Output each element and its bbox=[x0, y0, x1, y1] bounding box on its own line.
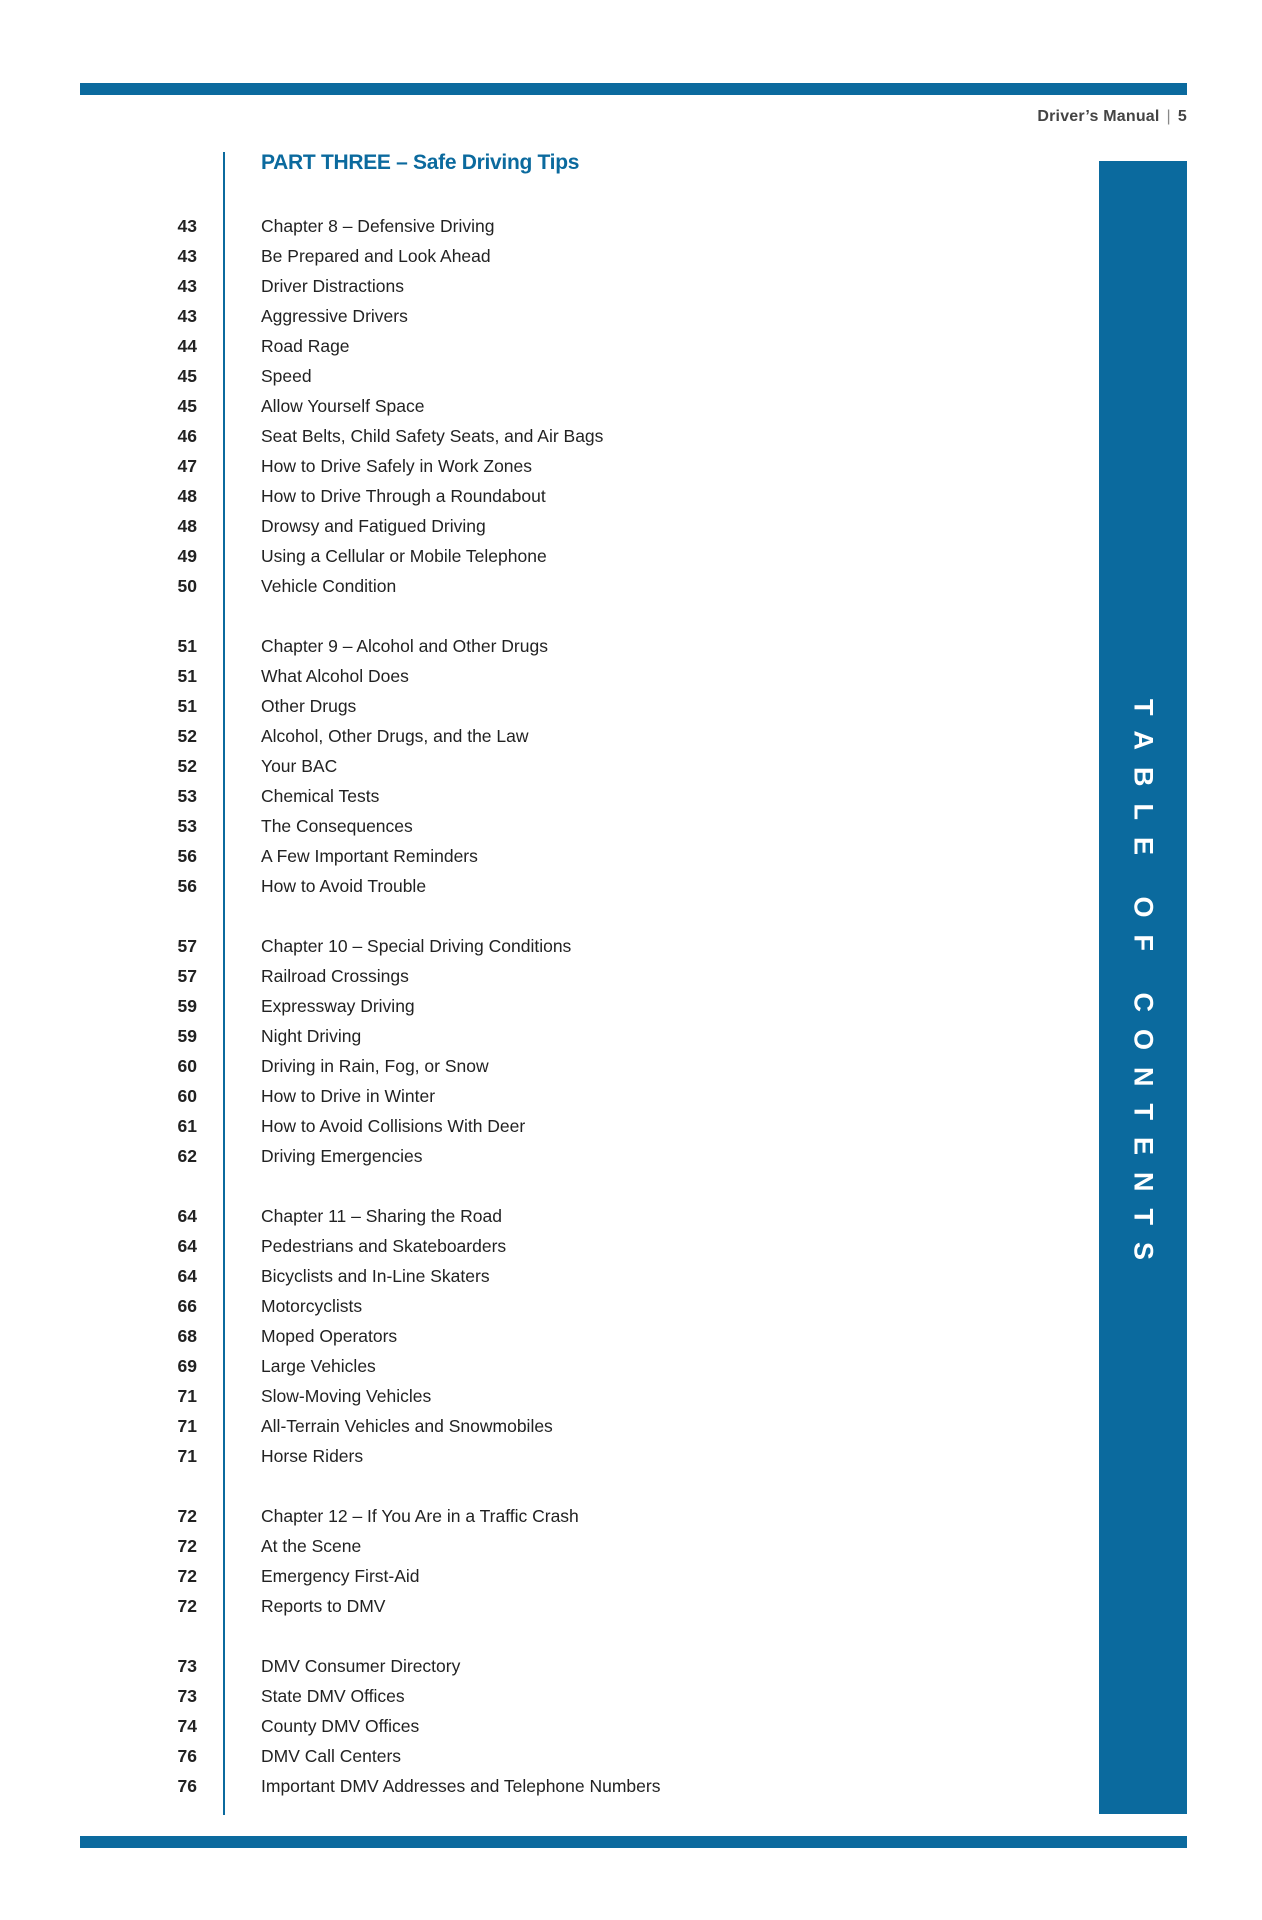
side-tab-label: TABLE OF CONTENTS bbox=[1128, 698, 1159, 1277]
toc-entry[interactable] bbox=[0, 241, 900, 271]
side-tab bbox=[1099, 161, 1187, 1814]
toc-page-number: 57 bbox=[177, 936, 197, 956]
toc-page-number: 71 bbox=[177, 1446, 197, 1466]
toc-entry[interactable] bbox=[0, 811, 900, 841]
toc-page-number: 76 bbox=[177, 1746, 197, 1766]
toc-page-number: 49 bbox=[177, 546, 197, 566]
toc-page-number: 68 bbox=[177, 1326, 197, 1346]
toc-page-number: 62 bbox=[177, 1146, 197, 1166]
toc-entry-title[interactable]: Chapter 11 – Sharing the Road bbox=[261, 1206, 502, 1226]
toc-entry-title[interactable]: The Consequences bbox=[261, 816, 413, 836]
toc-entry-title[interactable]: Be Prepared and Look Ahead bbox=[261, 246, 491, 266]
toc-entry-title[interactable]: Aggressive Drivers bbox=[261, 306, 408, 326]
toc-entry-title[interactable]: Reports to DMV bbox=[261, 1596, 386, 1616]
toc-entry-title[interactable]: Motorcyclists bbox=[261, 1296, 363, 1316]
toc-page-number: 72 bbox=[177, 1566, 197, 1586]
toc-entry[interactable] bbox=[0, 451, 900, 481]
toc-entry-title[interactable]: Vehicle Condition bbox=[261, 576, 397, 596]
top-rule bbox=[80, 83, 1187, 95]
toc-entry[interactable] bbox=[0, 991, 900, 1021]
toc-entry-title[interactable]: State DMV Offices bbox=[261, 1686, 405, 1706]
toc-entry[interactable] bbox=[0, 211, 900, 241]
toc-entry[interactable] bbox=[0, 871, 900, 901]
toc-page-number: 71 bbox=[177, 1416, 197, 1436]
toc-page-number: 57 bbox=[177, 966, 197, 986]
group-spacer bbox=[0, 1621, 900, 1651]
toc-page-number: 43 bbox=[177, 216, 197, 236]
toc-page-number: 73 bbox=[177, 1686, 197, 1706]
toc-page-number: 52 bbox=[177, 756, 197, 776]
page-number: 5 bbox=[1177, 108, 1187, 125]
toc-entry-title[interactable]: Important DMV Addresses and Telephone Numbers bbox=[261, 1776, 661, 1796]
toc-page-number: 51 bbox=[177, 636, 197, 656]
toc-page-number: 48 bbox=[177, 486, 197, 506]
toc-page-number: 61 bbox=[177, 1116, 197, 1136]
toc-entry-title[interactable]: How to Avoid Collisions With Deer bbox=[261, 1116, 526, 1136]
toc-entry-title[interactable]: At the Scene bbox=[261, 1536, 362, 1556]
toc-entry-title[interactable]: Road Rage bbox=[261, 336, 350, 356]
toc-entry[interactable] bbox=[0, 841, 900, 871]
toc-entry[interactable] bbox=[0, 391, 900, 421]
toc-entry[interactable] bbox=[0, 1561, 900, 1591]
toc-page-number: 53 bbox=[177, 816, 197, 836]
toc-entry-title[interactable]: Night Driving bbox=[261, 1026, 362, 1046]
toc-page-number: 50 bbox=[177, 576, 197, 596]
toc-entry[interactable] bbox=[0, 1111, 900, 1141]
toc-entry-title[interactable]: Chapter 12 – If You Are in a Traffic Crash bbox=[261, 1506, 579, 1526]
toc-page-number: 69 bbox=[177, 1356, 197, 1376]
toc-page-number: 51 bbox=[177, 696, 197, 716]
toc-entry-title[interactable]: Chapter 10 – Special Driving Conditions bbox=[261, 936, 572, 956]
toc-entry-title[interactable]: How to Drive Safely in Work Zones bbox=[261, 456, 533, 476]
toc-page-number: 56 bbox=[177, 846, 197, 866]
toc-entry[interactable] bbox=[0, 1591, 900, 1621]
toc-page-number: 66 bbox=[177, 1296, 197, 1316]
toc-entry[interactable] bbox=[0, 1051, 900, 1081]
toc-page-number: 45 bbox=[177, 396, 197, 416]
toc-page-number: 60 bbox=[177, 1056, 197, 1076]
toc-entry-title[interactable]: Driving in Rain, Fog, or Snow bbox=[261, 1056, 489, 1076]
toc-entry[interactable] bbox=[0, 331, 900, 361]
toc-page-number: 60 bbox=[177, 1086, 197, 1106]
part-title: PART THREE – Safe Driving Tips bbox=[261, 151, 580, 174]
toc-page-number: 72 bbox=[177, 1536, 197, 1556]
toc-page-number: 59 bbox=[177, 996, 197, 1016]
toc-entry[interactable] bbox=[0, 961, 900, 991]
toc-entry-title[interactable]: Emergency First-Aid bbox=[261, 1566, 420, 1586]
group-spacer bbox=[0, 1171, 900, 1201]
toc-entry[interactable] bbox=[0, 1531, 900, 1561]
toc-entry[interactable] bbox=[0, 1321, 900, 1351]
toc-entry[interactable] bbox=[0, 751, 900, 781]
toc-page-number: 64 bbox=[177, 1266, 197, 1286]
toc-entry[interactable] bbox=[0, 1411, 900, 1441]
toc-entry-title[interactable]: Bicyclists and In-Line Skaters bbox=[261, 1266, 490, 1286]
toc-entry[interactable] bbox=[0, 721, 900, 751]
toc-entry-title[interactable]: All-Terrain Vehicles and Snowmobiles bbox=[261, 1416, 553, 1436]
toc-entry[interactable] bbox=[0, 301, 900, 331]
toc-entry[interactable] bbox=[0, 1381, 900, 1411]
toc-entry[interactable] bbox=[0, 661, 900, 691]
toc-entry-title[interactable]: DMV Call Centers bbox=[261, 1746, 402, 1766]
toc-page-number: 44 bbox=[177, 336, 197, 356]
toc-page-number: 72 bbox=[177, 1506, 197, 1526]
toc-page-number: 64 bbox=[177, 1206, 197, 1226]
toc-entry-title[interactable]: Allow Yourself Space bbox=[261, 396, 425, 416]
toc-page-number: 48 bbox=[177, 516, 197, 536]
toc-page-number: 64 bbox=[177, 1236, 197, 1256]
toc-entry[interactable] bbox=[0, 1141, 900, 1171]
toc-entry-title[interactable]: Chemical Tests bbox=[261, 786, 380, 806]
toc-entry-title[interactable]: Expressway Driving bbox=[261, 996, 415, 1016]
toc-entry-title[interactable]: County DMV Offices bbox=[261, 1716, 420, 1736]
toc-entry[interactable] bbox=[0, 1651, 900, 1681]
toc-entry-title[interactable]: Speed bbox=[261, 366, 312, 386]
toc-entry[interactable] bbox=[0, 511, 900, 541]
toc-page-number: 56 bbox=[177, 876, 197, 896]
toc-entry[interactable] bbox=[0, 1291, 900, 1321]
toc-entry[interactable] bbox=[0, 1261, 900, 1291]
toc-entry[interactable] bbox=[0, 361, 900, 391]
toc-page-number: 74 bbox=[177, 1716, 197, 1736]
toc-entry-title[interactable]: How to Avoid Trouble bbox=[261, 876, 427, 896]
toc-page-number: 46 bbox=[177, 426, 197, 446]
toc-page-number: 59 bbox=[177, 1026, 197, 1046]
toc-entry[interactable] bbox=[0, 481, 900, 511]
header-separator: | bbox=[1166, 108, 1171, 125]
group-spacer bbox=[0, 901, 900, 931]
toc-entry[interactable] bbox=[0, 1711, 900, 1741]
toc-entry[interactable] bbox=[0, 1351, 900, 1381]
toc-entry-title[interactable]: What Alcohol Does bbox=[261, 666, 409, 686]
toc-entry-title[interactable]: DMV Consumer Directory bbox=[261, 1656, 461, 1676]
group-spacer bbox=[0, 601, 900, 631]
toc-page-number: 53 bbox=[177, 786, 197, 806]
toc-page-number: 51 bbox=[177, 666, 197, 686]
toc-entry-title[interactable]: Moped Operators bbox=[261, 1326, 398, 1346]
toc-entry-title[interactable]: Seat Belts, Child Safety Seats, and Air Bags bbox=[261, 426, 604, 446]
running-header bbox=[1037, 108, 1187, 126]
toc-entry[interactable] bbox=[0, 781, 900, 811]
toc-entry[interactable] bbox=[0, 1441, 900, 1471]
toc-entry-title[interactable]: Chapter 8 – Defensive Driving bbox=[261, 216, 495, 236]
toc-entry-title[interactable]: Large Vehicles bbox=[261, 1356, 376, 1376]
bottom-rule bbox=[80, 1836, 1187, 1848]
toc-entry[interactable] bbox=[0, 1501, 900, 1531]
toc-entry[interactable] bbox=[0, 1021, 900, 1051]
toc-entry[interactable] bbox=[0, 691, 900, 721]
toc-page-number: 47 bbox=[177, 456, 197, 476]
toc-entry-title[interactable]: A Few Important Reminders bbox=[261, 846, 478, 866]
toc-page-number: 43 bbox=[177, 306, 197, 326]
toc-page-number: 43 bbox=[177, 276, 197, 296]
toc-entry[interactable] bbox=[0, 1741, 900, 1771]
toc-entry-title[interactable]: How to Drive Through a Roundabout bbox=[261, 486, 546, 506]
toc-entry-title[interactable]: Your BAC bbox=[261, 756, 338, 776]
group-spacer bbox=[0, 1471, 900, 1501]
toc-page-number: 52 bbox=[177, 726, 197, 746]
toc-entry-title[interactable]: Slow-Moving Vehicles bbox=[261, 1386, 432, 1406]
toc-entry-title[interactable]: Railroad Crossings bbox=[261, 966, 409, 986]
toc-entry[interactable] bbox=[0, 271, 900, 301]
toc-entry[interactable] bbox=[0, 1771, 900, 1801]
manual-title: Driver’s Manual bbox=[1037, 108, 1160, 125]
toc-entry-title[interactable]: Other Drugs bbox=[261, 696, 357, 716]
toc-entry[interactable] bbox=[0, 571, 900, 601]
toc-page-number: 73 bbox=[177, 1656, 197, 1676]
toc-page-number: 76 bbox=[177, 1776, 197, 1796]
toc-entry[interactable] bbox=[0, 1231, 900, 1261]
toc-entry-title[interactable]: Pedestrians and Skateboarders bbox=[261, 1236, 507, 1256]
toc-entry-title[interactable]: Using a Cellular or Mobile Telephone bbox=[261, 546, 547, 566]
toc-page-number: 72 bbox=[177, 1596, 197, 1616]
toc-entry[interactable] bbox=[0, 931, 900, 961]
toc-entry-title[interactable]: Alcohol, Other Drugs, and the Law bbox=[261, 726, 529, 746]
table-of-contents bbox=[0, 211, 900, 1801]
toc-entry[interactable] bbox=[0, 1081, 900, 1111]
toc-entry-title[interactable]: Drowsy and Fatigued Driving bbox=[261, 516, 486, 536]
toc-entry-title[interactable]: Chapter 9 – Alcohol and Other Drugs bbox=[261, 636, 548, 656]
toc-entry[interactable] bbox=[0, 1681, 900, 1711]
toc-entry[interactable] bbox=[0, 421, 900, 451]
toc-page-number: 45 bbox=[177, 366, 197, 386]
toc-page-number: 71 bbox=[177, 1386, 197, 1406]
toc-page-number: 43 bbox=[177, 246, 197, 266]
toc-entry[interactable] bbox=[0, 1201, 900, 1231]
toc-entry[interactable] bbox=[0, 631, 900, 661]
toc-entry-title[interactable]: Driving Emergencies bbox=[261, 1146, 423, 1166]
toc-entry[interactable] bbox=[0, 541, 900, 571]
toc-entry-title[interactable]: Horse Riders bbox=[261, 1446, 364, 1466]
toc-entry-title[interactable]: How to Drive in Winter bbox=[261, 1086, 436, 1106]
toc-entry-title[interactable]: Driver Distractions bbox=[261, 276, 404, 296]
